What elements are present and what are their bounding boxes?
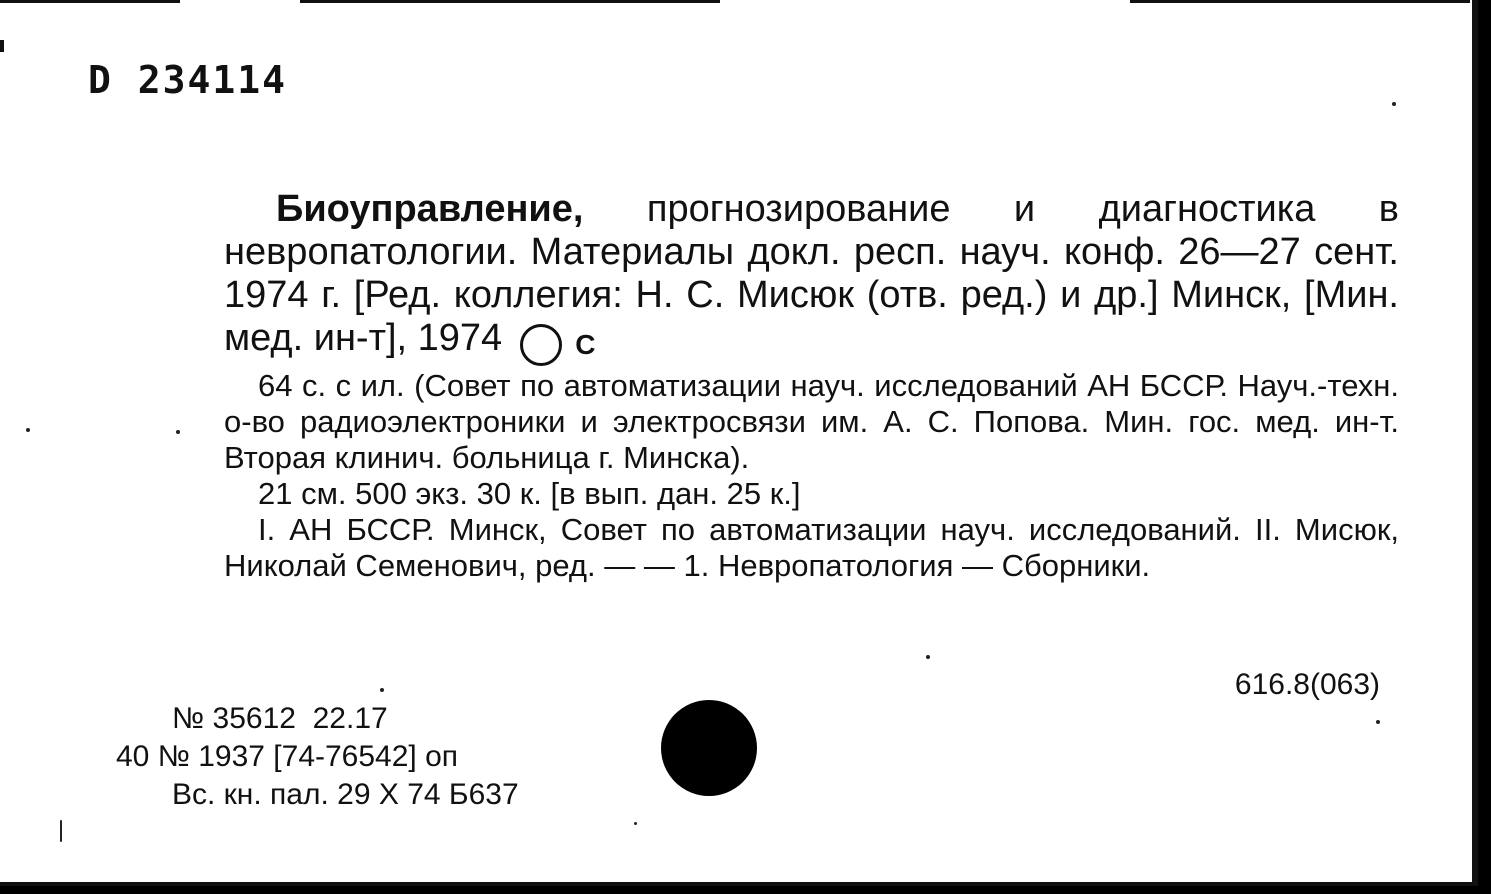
- footer-line: 40 № 1937 [74-76542] оп: [116, 740, 459, 773]
- top-edge-rule: [1130, 0, 1470, 3]
- title-statement: [224, 188, 1399, 366]
- classification-number: 616.8(063): [1234, 668, 1380, 701]
- footer-line: № 35612 22.17: [172, 702, 388, 735]
- copyright-icon: C: [520, 324, 562, 366]
- title-rest: прогнозирование и диагностика в невропатологии. Материалы докл. респ. науч. конф. 26—27 сент. 1974 г. [Ред. коллегия: Н. С. Мисюк (отв. ред.) и др.] Минск, [Мин. мед. ин-т], 1974: [224, 188, 1399, 359]
- description-block: [224, 368, 1399, 584]
- size-price-note: 21 см. 500 экз. 30 к. [в вып. дан. 25 к.]: [258, 476, 801, 511]
- speck: [634, 822, 637, 825]
- speck: [380, 688, 384, 692]
- footer-line: Вс. кн. пал. 29 X 74 Б637: [172, 778, 519, 811]
- collation-note: 64 с. с ил. (Совет по автоматизации науч. исследований АН БССР. Науч.-техн. о-во радиоэлектроники и электросвязи им. А. С. Попова. Мин. гос. мед. ин-т. Вторая клинич. больница г. Минска).: [224, 368, 1399, 475]
- speck: [1392, 102, 1396, 106]
- punch-hole: [661, 700, 757, 796]
- tracings-note: I. АН БССР. Минск, Совет по автоматизации науч. исследований. II. Мисюк, Николай Семенович, ред. — — 1. Невропатология — Сборники.: [224, 512, 1399, 583]
- speck: [26, 428, 30, 432]
- top-edge-rule: [300, 0, 720, 3]
- speck: [176, 430, 180, 434]
- left-edge-mark: [0, 40, 4, 52]
- call-number: D 234114: [88, 58, 288, 102]
- footer-block: [116, 700, 519, 814]
- speck: [926, 655, 930, 659]
- top-edge-rule: [0, 0, 180, 3]
- speck: [60, 820, 62, 842]
- title-bold: Биоуправление,: [276, 188, 584, 230]
- speck: [1376, 720, 1380, 724]
